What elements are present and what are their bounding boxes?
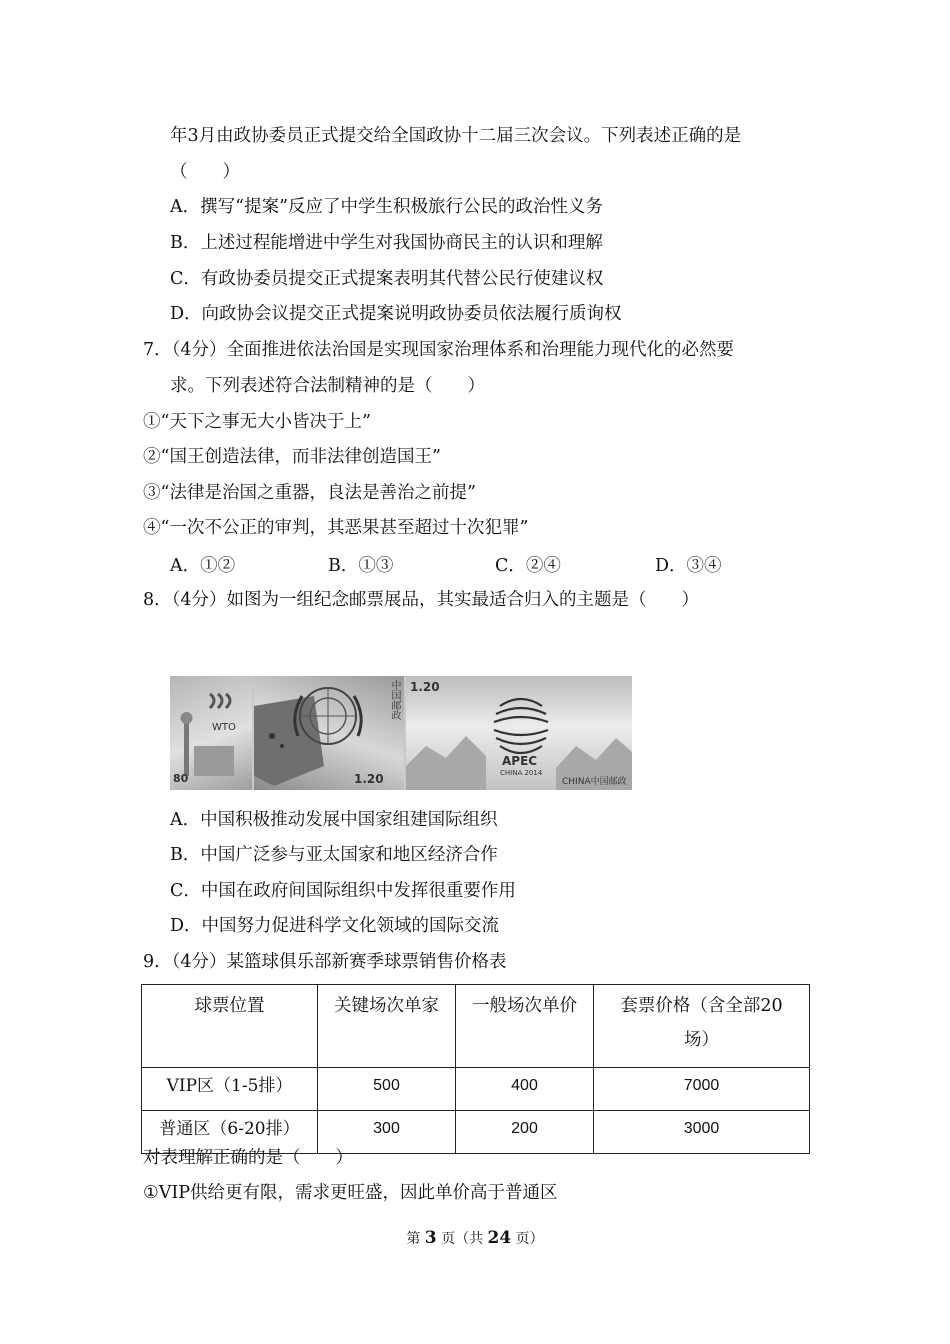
q8-option-b: B．中国广泛参与亚太国家和地区经济合作 (170, 845, 498, 865)
table-cell: VIP区（1-5排） (142, 1068, 318, 1111)
q6-option-d: D．向政协会议提交正式提案说明政协委员依法履行质询权 (170, 304, 622, 324)
q7-choice-b: B．①③ (328, 556, 394, 576)
q7-choice-d: D．③④ (655, 556, 722, 576)
un-stamp (254, 676, 404, 790)
un-stamp-country: 中国邮政 (389, 680, 400, 720)
table-header-row (142, 985, 810, 1068)
total-pages: 24 (487, 1228, 512, 1248)
q6-option-c: C．有政协委员提交正式提案表明其代替公民行使建议权 (170, 269, 604, 289)
footer-prefix: 第 (406, 1231, 421, 1247)
apec-subtitle: CHINA 2014 (500, 769, 543, 777)
ticket-price-table (141, 984, 810, 1154)
q6-answer-bracket: （ ） (170, 162, 240, 182)
apec-stamp (406, 676, 632, 790)
apec-stamp-value: 1.20 (410, 680, 440, 694)
table-header-cell: 套票价格（含全部20场） (594, 985, 810, 1068)
table-header-cell: 关键场次单家 (318, 985, 456, 1068)
q9-prompt: 对表理解正确的是（ ） (143, 1148, 353, 1168)
q7-choice-c: C．②④ (495, 556, 561, 576)
q7-item-2: ②“国王创造法律，而非法律创造国王” (143, 447, 441, 467)
table-cell: 500 (318, 1068, 456, 1111)
table-cell: 3000 (594, 1111, 810, 1154)
table-cell: 200 (456, 1111, 594, 1154)
apec-logo-text: APEC (502, 754, 538, 768)
q6-option-b: B．上述过程能增进中学生对我国协商民主的认识和理解 (170, 233, 603, 253)
page-footer (0, 1228, 950, 1248)
table-cell: 400 (456, 1068, 594, 1111)
footer-suffix: 页） (515, 1231, 544, 1247)
wto-stamp-value: 80 (173, 772, 189, 785)
q7-stem-continuation: 求。下列表述符合法制精神的是（ ） (170, 376, 485, 396)
table-cell: 7000 (594, 1068, 810, 1111)
q9-item-1: ①VIP供给更有限，需求更旺盛，因此单价高于普通区 (143, 1183, 558, 1203)
q8-option-d: D．中国努力促进科学文化领域的国际交流 (170, 916, 500, 936)
q7-choice-a: A．①② (170, 556, 236, 576)
footer-mid: 页（共 (441, 1231, 484, 1247)
un-stamp-value: 1.20 (354, 772, 384, 786)
wto-label: WTO (212, 722, 236, 733)
q6-stem-continuation: 年3月由政协委员正式提交给全国政协十二届三次会议。下列表述正确的是 (170, 126, 742, 146)
stamp-image (170, 676, 632, 790)
q8-stem: 8．（4分）如图为一组纪念邮票展品，其实最适合归入的主题是（ ） (143, 590, 700, 610)
page-number: 3 (424, 1228, 437, 1248)
q7-item-4: ④“一次不公正的审判，其恶果甚至超过十次犯罪” (143, 518, 529, 538)
apec-stamp-country: CHINA中国邮政 (562, 777, 627, 787)
table-header-cell: 一般场次单价 (456, 985, 594, 1068)
table-header-cell: 球票位置 (142, 985, 318, 1068)
wto-stamp (170, 676, 252, 790)
q7-choices (170, 552, 770, 576)
q8-option-a: A．中国积极推动发展中国家组建国际组织 (170, 810, 498, 830)
q7-item-3: ③“法律是治国之重器，良法是善治之前提” (143, 483, 476, 503)
q7-item-1: ①“天下之事无大小皆决于上” (143, 412, 371, 432)
table-row (142, 1068, 810, 1111)
q9-stem: 9．（4分）某篮球俱乐部新赛季球票销售价格表 (143, 952, 507, 972)
table-cell: 300 (318, 1111, 456, 1154)
q8-option-c: C．中国在政府间国际组织中发挥很重要作用 (170, 881, 516, 901)
table-cell: 普通区（6-20排） (142, 1111, 318, 1154)
q6-option-a: A．撰写“提案”反应了中学生积极旅行公民的政治性义务 (170, 197, 604, 217)
q7-stem: 7．（4分）全面推进依法治国是实现国家治理体系和治理能力现代化的必然要 (143, 340, 735, 360)
